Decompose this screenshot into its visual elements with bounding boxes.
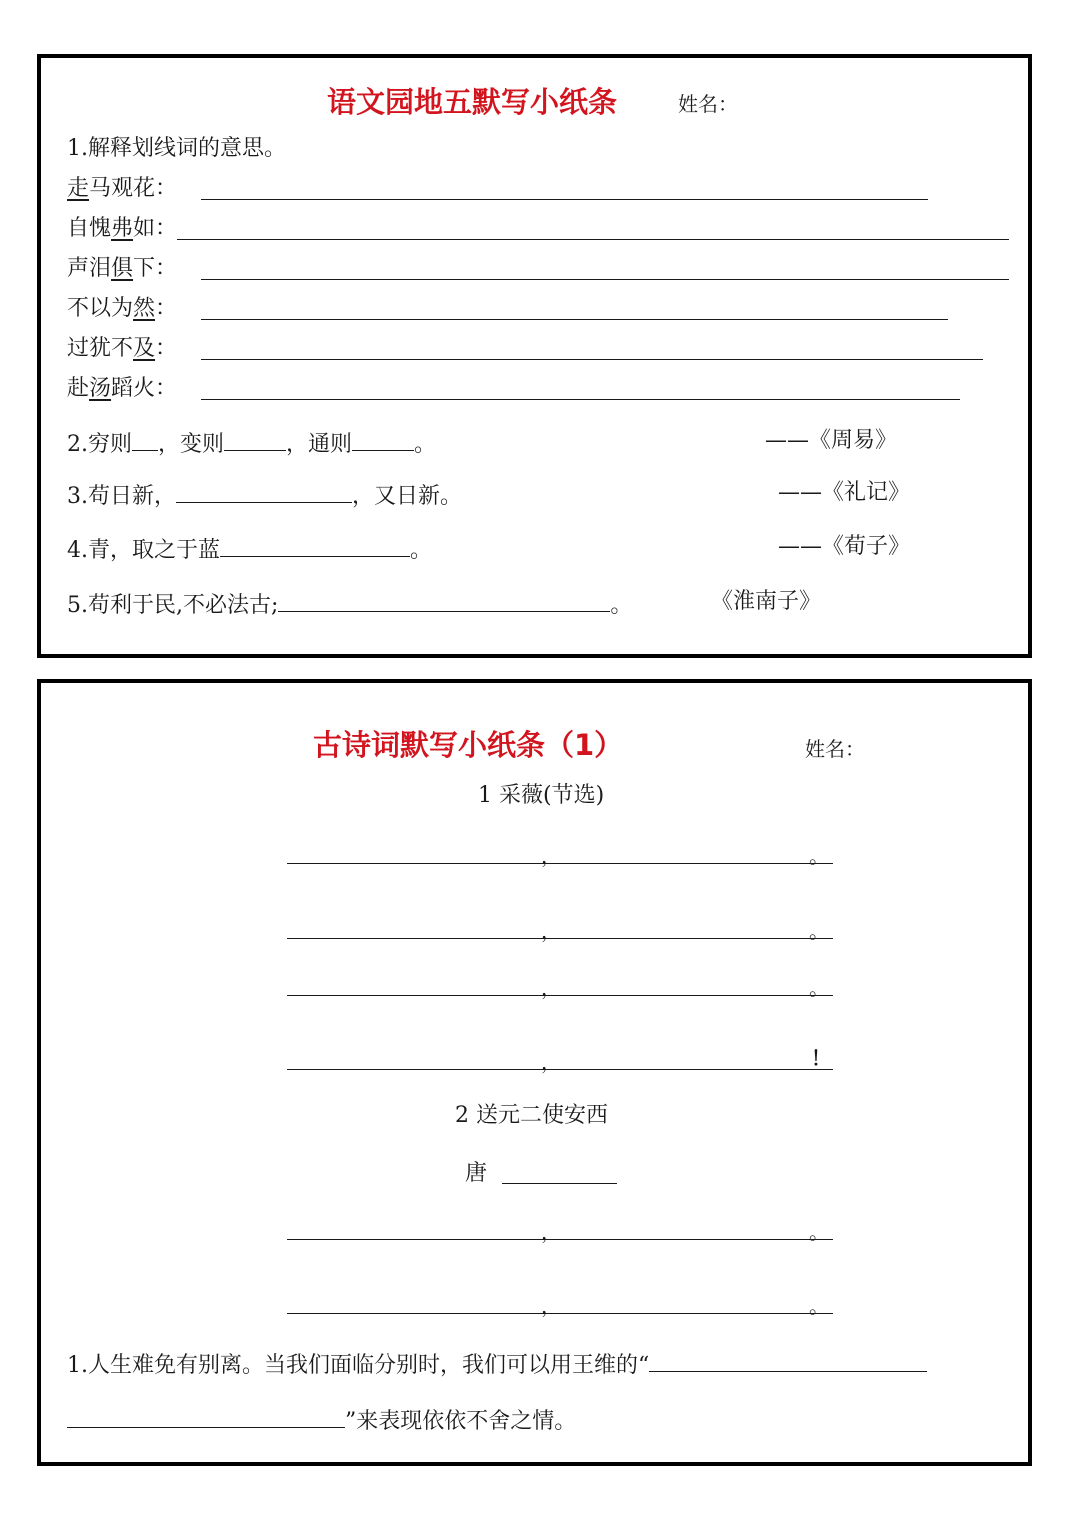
question-1-prompt: 1.解释划线词的意思。 xyxy=(67,136,286,161)
blank-wangwei-quote-1[interactable] xyxy=(649,1347,927,1372)
answer-line-idiom-5[interactable] xyxy=(201,359,983,360)
idiom-row-6: 赴汤蹈火： xyxy=(67,376,178,401)
poem-2-line-1-comma: ， xyxy=(541,1220,561,1244)
blank-q3[interactable] xyxy=(176,478,352,503)
answer-line-idiom-2[interactable] xyxy=(177,239,1009,240)
blank-q5[interactable] xyxy=(278,587,610,612)
dictation-card-2 xyxy=(37,679,1032,1466)
blank-q4[interactable] xyxy=(220,532,410,557)
poem-question-1-line-1: 1.人生难免有别离。当我们面临分别时，我们可以用王维的“ xyxy=(67,1347,927,1381)
blank-q2-2[interactable] xyxy=(224,426,286,451)
poem-1-line-2-comma: ， xyxy=(541,919,561,943)
answer-line-idiom-6[interactable] xyxy=(201,399,960,400)
poem-1-line-4-end: ！ xyxy=(811,1046,831,1070)
poem-1-line-3-comma: ， xyxy=(541,976,561,1000)
card-2-title: 古诗词默写小纸条（1） xyxy=(313,728,624,762)
answer-line-idiom-4[interactable] xyxy=(201,319,948,320)
blank-wangwei-quote-2[interactable] xyxy=(67,1403,345,1428)
card-2-name-label: 姓名： xyxy=(805,737,865,761)
question-3-source: ——《礼记》 xyxy=(778,480,911,505)
question-4: 4.青，取之于蓝 。 xyxy=(67,532,432,566)
card-1-name-label: 姓名： xyxy=(678,92,738,116)
idiom-row-3: 声泪俱下： xyxy=(67,256,178,281)
blank-q2-1[interactable] xyxy=(132,426,158,451)
poem-1-line-1-end: 。 xyxy=(809,844,829,868)
idiom-row-2: 自愧弗如： xyxy=(67,216,178,241)
dictation-card-1 xyxy=(37,54,1032,658)
poem-1-line-2-end: 。 xyxy=(809,919,829,943)
poem-1-line-1-comma: ， xyxy=(541,844,561,868)
poem-1-line-3-end: 。 xyxy=(809,976,829,1000)
poem-2-line-2-end: 。 xyxy=(809,1294,829,1318)
poem-2-line-2-comma: ， xyxy=(541,1294,561,1318)
poem-2-dynasty: 唐 xyxy=(465,1161,488,1186)
question-5: 5.苟利于民,不必法古; 。 xyxy=(67,587,632,621)
poem-question-1-line-2: ”来表现依依不舍之情。 xyxy=(67,1403,576,1437)
card-1-title: 语文园地五默写小纸条 xyxy=(327,85,618,119)
question-2: 2.穷则 ，变则 ，通则 。 xyxy=(67,426,436,460)
idiom-row-1: 走马观花： xyxy=(67,176,178,201)
idiom-row-5: 过犹不及： xyxy=(67,336,178,361)
idiom-row-4: 不以为然： xyxy=(67,296,178,321)
poem-2-author-blank[interactable] xyxy=(502,1183,617,1184)
poem-1-line-4-comma: ， xyxy=(541,1050,561,1074)
answer-line-idiom-1[interactable] xyxy=(201,199,928,200)
blank-q2-3[interactable] xyxy=(352,426,414,451)
question-2-source: ——《周易》 xyxy=(765,428,898,453)
poem-1-title: 1 采薇(节选) xyxy=(478,783,605,808)
answer-line-idiom-3[interactable] xyxy=(201,279,1009,280)
question-3: 3.苟日新， ，又日新。 xyxy=(67,478,462,512)
poem-2-line-1-end: 。 xyxy=(809,1220,829,1244)
poem-2-title: 2 送元二使安西 xyxy=(455,1103,608,1128)
question-5-source: 《淮南子》 xyxy=(711,589,822,614)
question-4-source: ——《荀子》 xyxy=(778,534,911,559)
